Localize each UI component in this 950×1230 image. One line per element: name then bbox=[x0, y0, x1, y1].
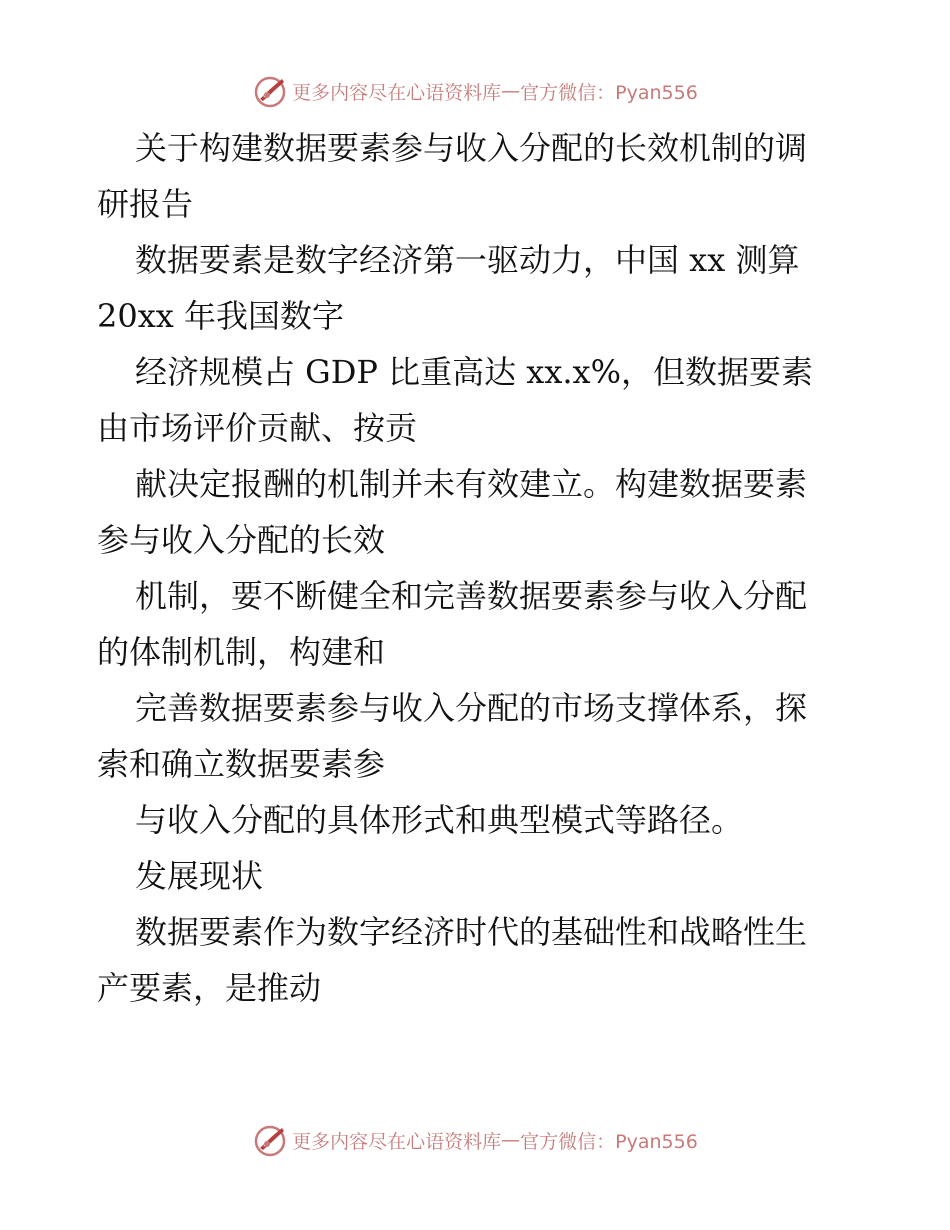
paragraph-line: 数据要素是数字经济第一驱动力，中国 xx 测算 bbox=[135, 241, 800, 279]
title-line-1: 关于构建数据要素参与收入分配的长效机制的调 bbox=[135, 129, 808, 167]
pen-logo-icon bbox=[252, 73, 288, 109]
paragraph-line: 与收入分配的具体形式和典型模式等路径。 bbox=[135, 801, 744, 839]
paragraph-line: 机制，要不断健全和完善数据要素参与收入分配 bbox=[135, 577, 808, 615]
watermark-brand: 更多内容尽在心语资料库 bbox=[292, 1130, 502, 1153]
paragraph-line: 20xx 年我国数字 bbox=[97, 297, 344, 335]
watermark-wechat: 官方微信：Pyan556 bbox=[520, 1130, 698, 1153]
paragraph-line: 的体制机制，构建和 bbox=[97, 633, 386, 671]
watermark-separator: — bbox=[501, 80, 521, 102]
paragraph-line: 完善数据要素参与收入分配的市场支撑体系，探 bbox=[135, 689, 808, 727]
paragraph-line: 数据要素作为数字经济时代的基础性和战略性生 bbox=[135, 913, 808, 951]
paragraph-line: 参与收入分配的长效 bbox=[97, 521, 386, 559]
pen-logo-icon bbox=[252, 1122, 288, 1158]
watermark-brand: 更多内容尽在心语资料库 bbox=[292, 81, 502, 104]
title-line-2: 研报告 bbox=[97, 185, 194, 223]
watermark-separator: — bbox=[501, 1129, 521, 1151]
paragraph-line: 由市场评价贡献、按贡 bbox=[97, 409, 418, 447]
paragraph-line: 献决定报酬的机制并未有效建立。构建数据要素 bbox=[135, 465, 808, 503]
paragraph-line: 产要素，是推动 bbox=[97, 969, 322, 1007]
watermark-footer bbox=[0, 1120, 950, 1160]
document-body bbox=[97, 120, 857, 1016]
paragraph-line: 索和确立数据要素参 bbox=[97, 745, 386, 783]
watermark-header bbox=[0, 71, 950, 111]
paragraph-line: 经济规模占 GDP 比重高达 xx.x%，但数据要素 bbox=[135, 353, 813, 391]
section-heading: 发展现状 bbox=[135, 857, 264, 895]
watermark-wechat: 官方微信：Pyan556 bbox=[520, 81, 698, 104]
